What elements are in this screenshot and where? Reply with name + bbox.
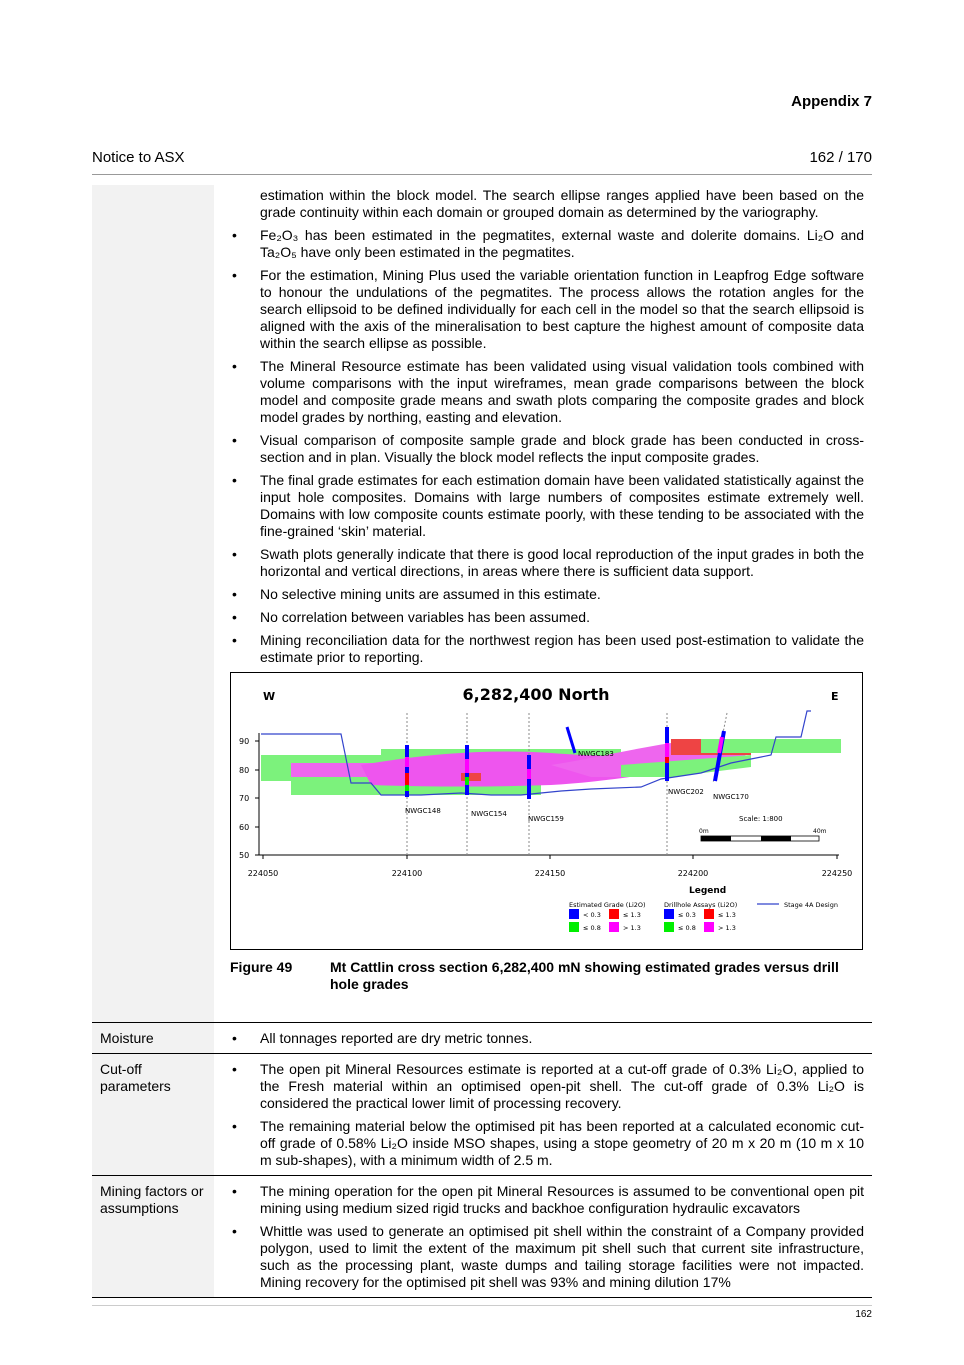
- legend-class: ≤ 0.3: [678, 911, 696, 919]
- cross-section-svg: [231, 673, 862, 949]
- legend-swatch: [664, 909, 674, 919]
- assay-interval: [665, 757, 669, 763]
- row-content: [214, 1176, 872, 1297]
- x-tick-label: 224200: [677, 869, 709, 878]
- bullet-item: • The final grade estimates for each estimation domain have been validated statistically against the input hole composites. Domains with large numbers of composites estimate extremely well. Domains with low composite counts estimate poorly, with these tending to be associated with the fine-grained ‘skin’ material.: [230, 472, 864, 540]
- scale-bar: [701, 836, 819, 841]
- hole-label: NWGC202: [668, 788, 704, 796]
- figure-caption-text: Mt Cattlin cross section 6,282,400 mN showing estimated grades versus drill hole grades: [330, 959, 839, 992]
- legend-class: > 1.3: [623, 924, 641, 932]
- legend-swatch: [609, 922, 619, 932]
- mining-row: [92, 1175, 872, 1298]
- east-label: E: [831, 690, 839, 703]
- bullet-item: • Swath plots generally indicate that there is good local reproduction of the input grades in both the horizontal and vertical directions, in areas where there is sufficient data support.: [230, 546, 864, 580]
- page-counter: 162 / 170: [809, 149, 872, 166]
- cross-section-figure: [230, 672, 863, 950]
- page-number: 162: [855, 1309, 872, 1320]
- document-title: Notice to ASX: [92, 149, 185, 166]
- legend-swatch: [664, 922, 674, 932]
- assay-interval: [405, 785, 409, 791]
- header-rule: [92, 174, 872, 175]
- legend-pit-label: Stage 4A Design: [784, 901, 838, 909]
- estimated-block: [461, 773, 481, 781]
- hole-label: NWGC159: [528, 815, 564, 823]
- row-content: [214, 1023, 872, 1053]
- cutoff-row: [92, 1053, 872, 1175]
- estimation-row: [92, 185, 872, 1022]
- legend-swatch: [704, 909, 714, 919]
- assay-interval: [405, 773, 409, 785]
- y-tick-label: 60: [239, 823, 250, 832]
- y-tick-label: 90: [239, 737, 250, 746]
- bullet-item: • The Mineral Resource estimate has been validated using visual validation tools combined with volume comparisons with the input wireframes, mean grade comparisons between the block model and composite grade means and swath plots comparing the composite grades and block model grades by northing, easting and elevation.: [230, 358, 864, 426]
- scale-label: Scale: 1:800: [739, 815, 783, 823]
- row-label: Mining factors or assumptions: [92, 1176, 214, 1297]
- west-label: W: [263, 690, 276, 703]
- bullet-item: • The remaining material below the optimised pit has been reported at a calculated economic cut-off grade of 0.58% Li₂O inside MSO shapes, using a stope geometry of 20 m x 20 m (10 m x 10 m sub-shapes), with a minimum width of 2.5 m.: [230, 1118, 864, 1169]
- legend-title: Legend: [689, 886, 727, 896]
- legend-class: > 1.3: [718, 924, 736, 932]
- figure-caption: [230, 959, 864, 993]
- bullet-item: • Visual comparison of composite sample grade and block grade has been conducted in cross-section and in plan. Visually the block model reflects the input composite grades.: [230, 432, 864, 466]
- assay-interval: [465, 777, 469, 785]
- appendix-title: Appendix 7: [791, 93, 872, 110]
- assay-interval: [527, 769, 531, 779]
- x-tick-label: 224050: [247, 869, 279, 878]
- x-tick-label: 224100: [391, 869, 423, 878]
- legend-class: ≤ 1.3: [623, 911, 641, 919]
- legend-swatch: [569, 922, 579, 932]
- assay-interval: [465, 759, 469, 773]
- bullet-item: • Fe₂O₃ has been estimated in the pegmatites, external waste and dolerite domains. Li₂O and Ta₂O₅ have only been estimated in the pegmatites.: [230, 227, 864, 261]
- legend-dh-title: Drillhole Assays (Li2O): [664, 901, 738, 909]
- bullet-item: • Mining reconciliation data for the northwest region has been used post-estimation to validate the estimate prior to reporting.: [230, 632, 864, 666]
- y-tick-label: 70: [239, 794, 250, 803]
- bullet-item: • For the estimation, Mining Plus used the variable orientation function in Leapfrog Edge software to honour the undulations of the pegmatites. The process allows the rotation angles for the search ellipsoid to be defined individually for each cell in the model so that the search ellipsoid is aligned with the axis of the mineralisation to best capture the highest amount of composite data within the search ellipse as possible.: [230, 267, 864, 352]
- legend-class: ≤ 0.8: [678, 924, 696, 932]
- legend-class: < 0.3: [583, 911, 601, 919]
- row-label: Cut-off parameters: [92, 1054, 214, 1175]
- section-title: 6,282,400 North: [462, 685, 610, 704]
- legend-class: ≤ 1.3: [718, 911, 736, 919]
- hole-label: NWGC154: [471, 810, 507, 818]
- estimation-content: [214, 185, 872, 1022]
- legend-swatch: [609, 909, 619, 919]
- scale-start: 0m: [699, 828, 709, 835]
- hole-label: NWGC170: [713, 793, 749, 801]
- row-content: [214, 1054, 872, 1175]
- x-tick-label: 224250: [821, 869, 853, 878]
- row-label: Moisture: [92, 1023, 214, 1053]
- bullet-item: • The mining operation for the open pit Mineral Resources is assumed to be conventional open pit mining using medium sized rigid trucks and backhoe configuration hydraulic excavators: [230, 1183, 864, 1217]
- legend: [569, 901, 838, 932]
- figure-number: Figure 49: [230, 959, 293, 975]
- hole-label: NWGC148: [405, 807, 441, 815]
- legend-swatch: [704, 922, 714, 932]
- bullet-item: estimation within the block model. The search ellipse ranges applied have been based on the grade continuity within each domain or grouped domain as determined by the variography.: [260, 187, 864, 220]
- bullet-item: • No correlation between variables has been assumed.: [230, 609, 864, 626]
- legend-class: ≤ 0.8: [583, 924, 601, 932]
- assay-interval: [665, 743, 669, 757]
- jorc-table: [92, 185, 872, 1298]
- y-tick-label: 50: [239, 851, 250, 860]
- footer-rule: [92, 1305, 872, 1306]
- y-tick-label: 80: [239, 766, 250, 775]
- estimation-label-cell: [92, 185, 214, 1022]
- x-tick-label: 224150: [534, 869, 566, 878]
- legend-est-title: Estimated Grade (Li2O): [569, 901, 646, 909]
- scale-end: 40m: [813, 828, 827, 835]
- legend-swatch: [569, 909, 579, 919]
- hole-label: NWGC183: [578, 750, 614, 758]
- bullet-item: • The open pit Mineral Resources estimate is reported at a cut-off grade of 0.3% Li₂O, applied to the Fresh material within an optimised open-pit shell. The cut-off grade of 0.3% Li₂O is considered the practical lower limit of processing recovery.: [230, 1061, 864, 1112]
- bullet-item: • Whittle was used to generate an optimised pit shell within the constraint of a Company provided polygon, used to limit the extent of the maximum pit shell such that current site infrastructure, such as the processing plant, waste dumps and tailing storage facilities were not impacted. Mining recovery for the optimised pit shell was 93% and mining dilution 17%: [230, 1223, 864, 1291]
- bullet-item: • All tonnages reported are dry metric tonnes.: [230, 1030, 864, 1047]
- moisture-row: [92, 1022, 872, 1053]
- assay-interval: [405, 757, 409, 767]
- bullet-item: • No selective mining units are assumed in this estimate.: [230, 586, 864, 603]
